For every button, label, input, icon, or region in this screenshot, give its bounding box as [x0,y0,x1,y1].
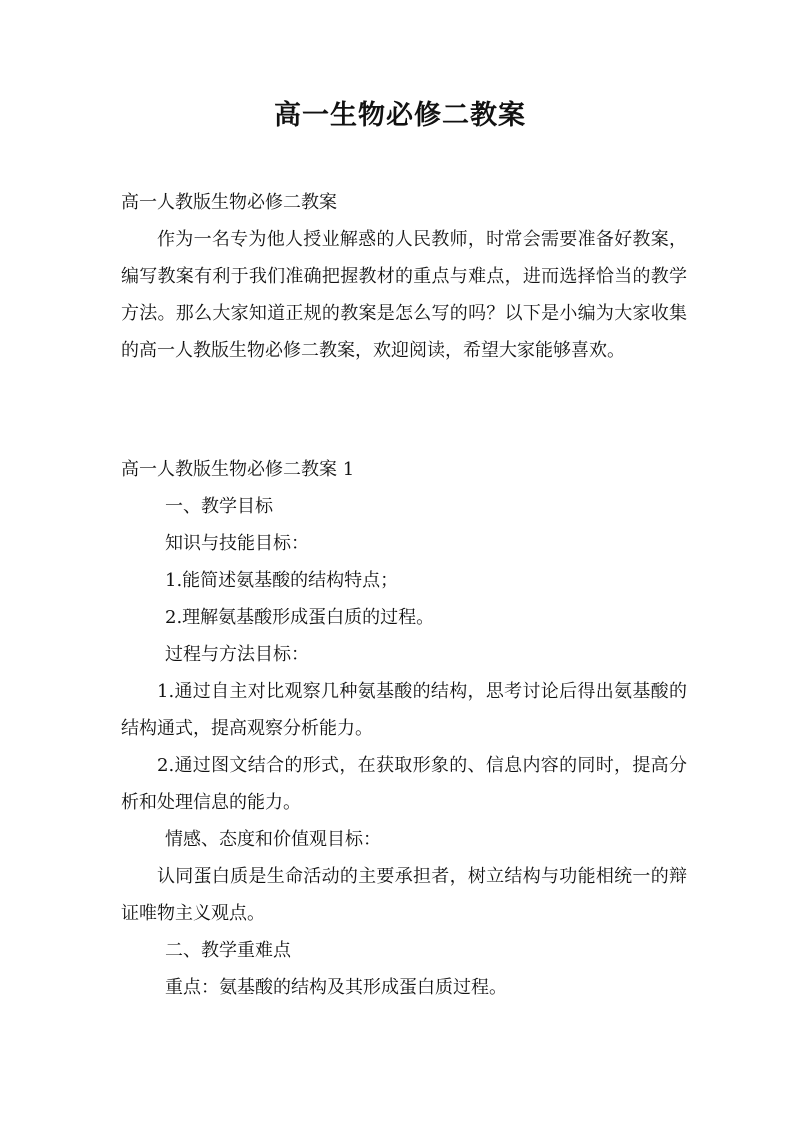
emotion-values-heading: 情感、态度和价值观目标： [165,829,381,850]
knowledge-item-2: 2.理解氨基酸形成蛋白质的过程。 [165,607,435,628]
emotion-values-text: 认同蛋白质是生命活动的主要承担者，树立结构与功能相统一的辩证唯物主义观点。 [121,866,687,924]
intro-block [121,184,687,369]
teaching-objectives-heading: 一、教学目标 [165,496,273,517]
document-title: 高一生物必修二教案 [274,100,526,131]
section-heading: 高一人教版生物必修二教案 1 [121,459,355,480]
lesson-plan-section [121,451,687,1006]
key-point-text: 重点：氨基酸的结构及其形成蛋白质过程。 [165,977,507,998]
knowledge-item-1: 1.能简述氨基酸的结构特点； [165,570,399,591]
key-difficult-points-heading: 二、教学重难点 [165,940,291,961]
process-item-1: 1.通过自主对比观察几种氨基酸的结构，思考讨论后得出氨基酸的结构通式，提高观察分析能力。 [121,681,687,739]
document-subtitle: 高一人教版生物必修二教案 [121,192,337,213]
knowledge-skills-heading: 知识与技能目标： [165,533,309,554]
intro-paragraph: 作为一名专为他人授业解惑的人民教师，时常会需要准备好教案，编写教案有利于我们准确把握教材的重点与难点，进而选择恰当的教学方法。那么大家知道正规的教案是怎么写的吗？以下是小编为大家收集的高一人教版生物必修二教案，欢迎阅读，希望大家能够喜欢。 [121,229,687,361]
process-item-2: 2.通过图文结合的形式，在获取形象的、信息内容的同时，提高分析和处理信息的能力。 [121,755,687,813]
process-methods-heading: 过程与方法目标： [165,644,309,665]
